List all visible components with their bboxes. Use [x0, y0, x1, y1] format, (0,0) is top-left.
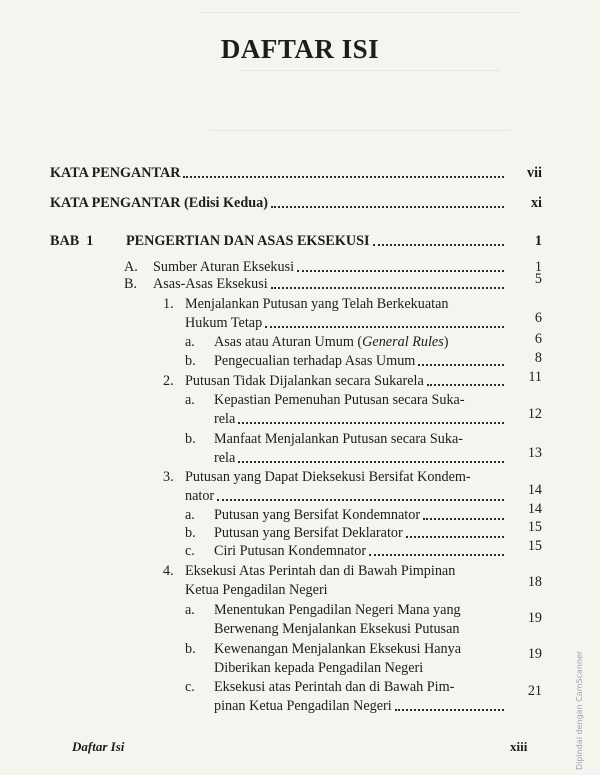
entry-page: 18 — [527, 574, 542, 590]
bleed-through-line — [200, 12, 520, 13]
entry-label: c. — [185, 543, 195, 559]
toc-entry-2b-line1: Manfaat Menjalankan Putusan secara Suka- — [214, 431, 463, 447]
running-footer: Daftar Isi — [72, 739, 125, 754]
toc-entry-4c-line1: Eksekusi atas Perintah dan di Bawah Pim- — [214, 679, 455, 695]
dot-leader — [238, 422, 504, 424]
entry-text: Putusan yang Bersifat Kondemnator — [214, 507, 421, 523]
entry-page: 1 — [534, 233, 542, 249]
entry-page: 8 — [534, 350, 542, 366]
dot-leader — [183, 176, 504, 178]
toc-entry-1-line2: Hukum Tetap — [185, 314, 508, 332]
entry-page: 14 — [527, 482, 542, 498]
dot-leader — [369, 554, 504, 556]
entry-page: 6 — [534, 331, 542, 347]
toc-entry-2 — [185, 372, 508, 390]
toc-entry-1-line1: Menjalankan Putusan yang Telah Berkekuatan — [185, 296, 449, 312]
entry-page: 21 — [527, 683, 542, 699]
entry-text: KATA PENGANTAR (Edisi Kedua) — [50, 195, 268, 211]
dot-leader — [423, 518, 504, 520]
entry-page: 14 — [527, 501, 542, 517]
entry-label: b. — [185, 353, 196, 369]
toc-entry-4a-line2: Berwenang Menjalankan Eksekusi Putusan — [214, 621, 460, 637]
entry-label: 1. — [163, 296, 174, 312]
entry-text: Sumber Aturan Eksekusi — [153, 259, 295, 275]
dot-leader — [271, 287, 504, 289]
toc-entry-2a-line2: rela — [214, 410, 508, 428]
entry-text: Ciri Putusan Kondemnator — [214, 543, 367, 559]
scanner-watermark: Dipindai dengan CamScanner — [575, 650, 584, 770]
toc-entry-4c-line2: pinan Ketua Pengadilan Negeri — [214, 697, 508, 715]
entry-page: xi — [530, 195, 542, 211]
dot-leader — [418, 364, 504, 366]
entry-page: vii — [527, 165, 542, 181]
toc-entry-4a-line1: Menentukan Pengadilan Negeri Mana yang — [214, 602, 461, 618]
toc-entry-3-line2: nator — [185, 487, 508, 505]
entry-text: KATA PENGANTAR — [50, 165, 181, 181]
page-title: DAFTAR ISI — [220, 34, 380, 64]
chapter-title: PENGERTIAN DAN ASAS EKSEKUSI — [126, 233, 370, 249]
entry-text: Pengecualian terhadap Asas Umum — [214, 353, 416, 369]
entry-page: 15 — [527, 519, 542, 535]
dot-leader — [406, 536, 504, 538]
entry-label: 4. — [163, 563, 174, 579]
entry-page: 12 — [527, 406, 542, 422]
toc-entry-kata-pengantar-edisi-kedua — [50, 194, 508, 212]
entry-label: b. — [185, 525, 196, 541]
toc-entry-2b-line2: rela — [214, 449, 508, 467]
dot-leader — [373, 244, 504, 246]
toc-entry-3b — [214, 524, 508, 542]
toc-entry-3c — [214, 542, 508, 560]
entry-label: b. — [185, 641, 196, 657]
toc-entry-kata-pengantar — [50, 164, 508, 182]
toc-entry-chapter-1 — [126, 232, 508, 250]
bleed-through-line — [210, 130, 510, 131]
entry-page: 11 — [528, 369, 542, 385]
entry-page: 5 — [534, 271, 542, 287]
dot-leader — [238, 461, 504, 463]
dot-leader — [217, 499, 504, 501]
entry-label: a. — [185, 602, 195, 618]
toc-entry-b — [153, 275, 508, 293]
toc-entry-4b-line1: Kewenangan Menjalankan Eksekusi Hanya — [214, 641, 462, 657]
dot-leader — [265, 326, 504, 328]
entry-label: b. — [185, 431, 196, 447]
entry-text: Asas-Asas Eksekusi — [153, 276, 268, 292]
toc-entry-1a — [214, 333, 508, 351]
bleed-through-line — [240, 70, 500, 71]
dot-leader — [297, 270, 504, 272]
entry-page: 6 — [534, 310, 542, 326]
toc-entry-1b — [214, 352, 508, 370]
entry-text: Asas atau Aturan Umum (General Rules) — [214, 334, 449, 350]
entry-label: 2. — [163, 373, 174, 389]
entry-label: c. — [185, 679, 195, 695]
toc-entry-4b-line2: Diberikan kepada Pengadilan Negeri — [214, 660, 424, 676]
entry-label: A. — [124, 259, 138, 275]
toc-entry-4-line2: Ketua Pengadilan Negeri — [185, 582, 328, 598]
toc-entry-3-line1: Putusan yang Dapat Dieksekusi Bersifat Kondem- — [185, 469, 471, 485]
dot-leader — [427, 384, 504, 386]
entry-label: a. — [185, 392, 195, 408]
toc-entry-2a-line1: Kepastian Pemenuhan Putusan secara Suka- — [214, 392, 465, 408]
entry-page: 19 — [527, 646, 542, 662]
dot-leader — [395, 709, 504, 711]
entry-text: Putusan yang Bersifat Deklarator — [214, 525, 403, 541]
toc-entry-a — [153, 258, 508, 276]
entry-label: a. — [185, 334, 195, 350]
page-number: xiii — [510, 739, 528, 754]
entry-text: Putusan Tidak Dijalankan secara Sukarela — [185, 373, 424, 389]
entry-label: B. — [124, 276, 138, 292]
chapter-label: BAB 1 — [50, 233, 94, 249]
toc-entry-3a — [214, 506, 508, 524]
entry-page: 1 — [534, 259, 542, 275]
dot-leader — [271, 206, 504, 208]
entry-page: 15 — [527, 538, 542, 554]
entry-page: 13 — [527, 445, 542, 461]
entry-label: 3. — [163, 469, 174, 485]
toc-entry-4-line1: Eksekusi Atas Perintah dan di Bawah Pimpinan — [185, 563, 456, 579]
entry-label: a. — [185, 507, 195, 523]
entry-page: 19 — [527, 610, 542, 626]
